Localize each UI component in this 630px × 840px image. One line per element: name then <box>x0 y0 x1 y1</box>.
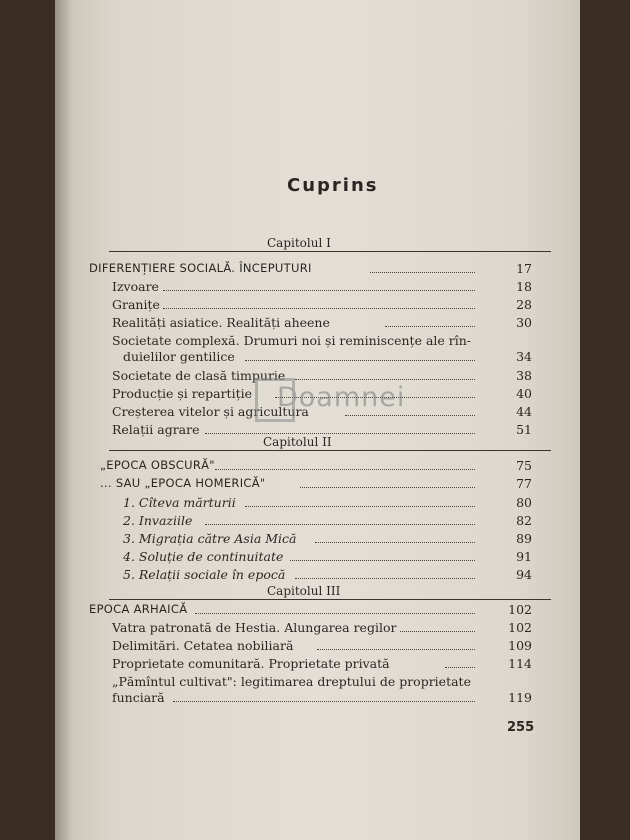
toc-entry-label: Granițe <box>112 297 160 312</box>
toc-entry <box>55 458 580 474</box>
leader-dots <box>400 620 475 632</box>
leader-dots <box>205 422 475 434</box>
leader-dots <box>295 567 475 579</box>
toc-entry-label: Izvoare <box>112 279 159 294</box>
toc-entry-page: 80 <box>516 495 532 510</box>
toc-entry-label: Societate complexă. Drumuri noi și reminiscențe ale rîn- <box>112 333 472 348</box>
chapter-1-heading: Capitolul I <box>267 236 331 250</box>
toc-entry-page: 51 <box>516 422 532 437</box>
toc-entry-page: 30 <box>516 315 532 330</box>
toc-entry-page: 75 <box>516 458 532 473</box>
page-title: Cuprins <box>287 175 379 196</box>
toc-entry-page: 102 <box>508 602 532 617</box>
toc-entry-page: 82 <box>516 513 532 528</box>
leader-dots <box>445 656 475 668</box>
toc-entry-page: 28 <box>516 297 532 312</box>
page-number: 255 <box>507 720 535 735</box>
toc-entry-page: 89 <box>516 531 532 546</box>
toc-entry-label: Realități asiatice. Realități aheene <box>112 315 330 330</box>
toc-entry-label: 3. Migrația către Asia Mică <box>123 531 297 546</box>
leader-dots <box>315 531 475 543</box>
toc-entry-label: Creșterea vitelor și agricultura <box>112 404 309 419</box>
toc-entry <box>55 495 580 511</box>
toc-entry-label: „EPOCA OBSCURĂ" <box>100 458 215 472</box>
leader-dots <box>215 458 475 470</box>
toc-entry-page: 114 <box>508 656 532 671</box>
toc-entry <box>55 279 580 295</box>
chapter-3-heading: Capitolul III <box>267 584 341 598</box>
toc-entry-label: DIFERENȚIERE SOCIALĂ. ÎNCEPUTURI <box>89 261 312 275</box>
leader-dots <box>245 495 475 507</box>
toc-entry-page: 44 <box>516 404 532 419</box>
toc-entry-label: Relații agrare <box>112 422 200 437</box>
toc-entry <box>55 656 580 672</box>
toc-entry-label: EPOCA ARHAICĂ <box>89 602 188 616</box>
toc-entry-page: 34 <box>516 349 532 364</box>
binding-shadow <box>55 0 73 840</box>
toc-entry-page: 94 <box>516 567 532 582</box>
leader-dots <box>205 513 475 525</box>
toc-entry-page: 109 <box>508 638 532 653</box>
toc-entry <box>55 349 580 365</box>
toc-entry <box>55 315 580 331</box>
book-page <box>55 0 580 840</box>
toc-entry <box>55 567 580 583</box>
toc-entry <box>55 602 580 618</box>
toc-entry-label: Vatra patronată de Hestia. Alungarea regilor <box>112 620 397 635</box>
toc-entry-page: 102 <box>508 620 532 635</box>
toc-entry <box>55 549 580 565</box>
leader-dots <box>300 476 475 488</box>
toc-entry-label: ... SAU „EPOCA HOMERICĂ" <box>100 476 266 490</box>
leader-dots <box>290 549 475 561</box>
leader-dots <box>385 315 475 327</box>
toc-entry <box>55 531 580 547</box>
toc-entry-label: 5. Relații sociale în epocă <box>123 567 286 582</box>
toc-entry-page: 18 <box>516 279 532 294</box>
toc-entry <box>55 638 580 654</box>
toc-entry <box>55 674 580 690</box>
toc-entry <box>55 690 580 706</box>
toc-entry-page: 91 <box>516 549 532 564</box>
toc-entry <box>55 297 580 313</box>
leader-dots <box>317 638 475 650</box>
toc-entry-label: 4. Soluție de continuitate <box>123 549 284 564</box>
toc-entry-label: Societate de clasă timpurie <box>112 368 286 383</box>
toc-entry-page: 38 <box>516 368 532 383</box>
toc-entry-label: „Pămîntul cultivat": legitimarea dreptului de proprietate <box>112 674 471 689</box>
leader-dots <box>195 602 475 614</box>
watermark-text: Doamnei <box>277 382 406 413</box>
chapter-2-heading: Capitolul II <box>263 435 332 449</box>
toc-entry-page: 40 <box>516 386 532 401</box>
leader-dots <box>163 297 475 309</box>
toc-entry <box>55 620 580 636</box>
leader-dots <box>245 349 475 361</box>
chapter-3-rule <box>109 599 551 600</box>
leader-dots <box>370 261 475 273</box>
toc-entry <box>55 333 580 349</box>
toc-entry-page: 119 <box>508 690 532 705</box>
chapter-1-rule <box>109 251 551 252</box>
toc-entry-label: 1. Cîteva mărturii <box>123 495 236 510</box>
toc-entry-page: 77 <box>516 476 532 491</box>
toc-entry <box>55 476 580 492</box>
leader-dots <box>163 279 475 291</box>
toc-entry-label: funciară <box>112 690 165 705</box>
leader-dots <box>173 690 475 702</box>
toc-entry-label: Proprietate comunitară. Proprietate privată <box>112 656 390 671</box>
toc-entry-label: 2. Invaziile <box>123 513 193 528</box>
toc-entry-label: Producție și repartiție <box>112 386 252 401</box>
toc-entry-page: 17 <box>516 261 532 276</box>
chapter-2-rule <box>109 450 551 451</box>
toc-entry <box>55 261 580 277</box>
watermark <box>255 376 423 420</box>
toc-entry-label: duielilor gentilice <box>123 349 235 364</box>
toc-entry <box>55 513 580 529</box>
bleed-through-text <box>475 55 580 245</box>
toc-entry-label: Delimitări. Cetatea nobiliară <box>112 638 294 653</box>
